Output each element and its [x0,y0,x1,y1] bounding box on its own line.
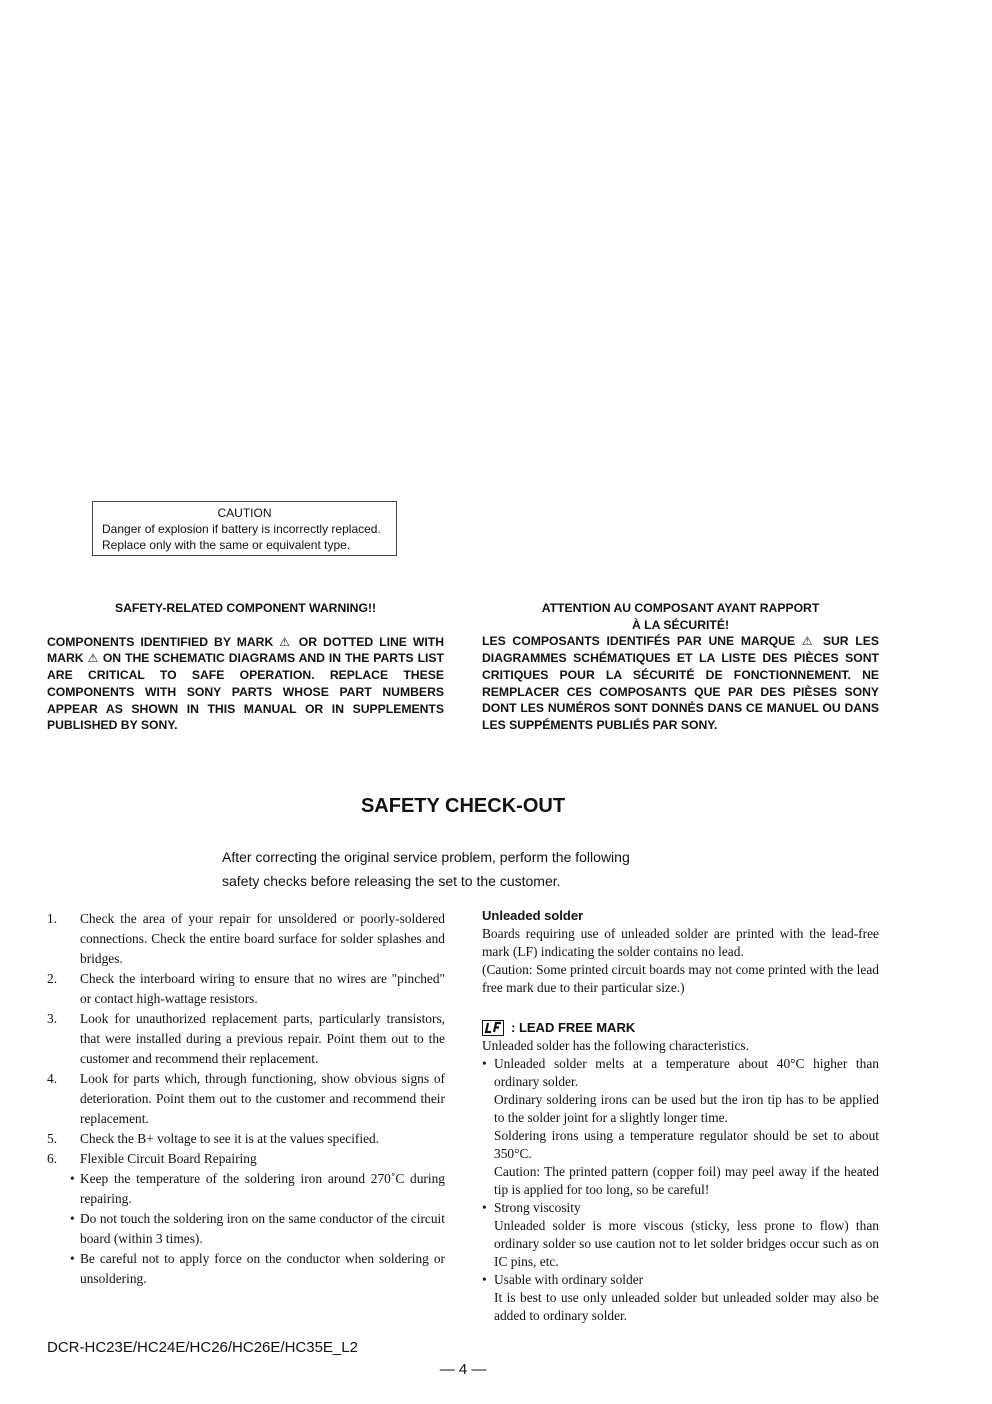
item-number: 5. [47,1131,58,1146]
item-text: Check the area of your repair for unsoldered or poorly-soldered connections. Check the entire board surface for solder splashes and bridges. [80,911,445,966]
sub-item-text: Be careful not to apply force on the conductor when soldering or unsoldering. [80,1251,445,1286]
item-text: Check the B+ voltage to see it is at the values specified. [80,1131,380,1146]
warning-french [482,600,879,734]
page-number: — 4 — [439,1361,487,1378]
item-number: 1. [47,911,58,926]
item-text: Look for unauthorized replacement parts, particularly transistors, that were installed during a previous repair. Point them out to the customer and recommend their replacement. [80,1011,445,1066]
lead-free-mark-icon [482,1020,504,1036]
list-item [47,1009,445,1069]
characteristic-text: Unleaded solder melts at a temperature about 40°C higher than ordinary solder. [494,1056,879,1089]
intro-line-2: safety checks before releasing the set to the customer. [222,872,561,889]
bullet: • [482,1056,487,1071]
unleaded-para-1: Boards requiring use of unleaded solder are printed with the lead-free mark (LF) indicating the solder contains no lead. [482,926,879,959]
caution-line-1: Danger of explosion if battery is incorrectly replaced. [102,522,381,536]
sub-item-text: Keep the temperature of the soldering iron around 270˚C during repairing. [80,1171,445,1206]
item-number: 2. [47,971,58,986]
warning-triangle-icon: ⚠ [801,634,817,649]
list-item [47,909,445,969]
warning-triangle-icon: ⚠ [279,634,293,649]
safety-check-intro [222,846,692,893]
caution-box [92,501,397,556]
intro-line-1: After correcting the original service problem, perform the following [222,849,630,865]
warning-triangle-icon: ⚠ [87,651,99,666]
characteristic-text: Soldering irons using a temperature regulator should be set to about 350°C. [494,1128,879,1161]
item-number: 6. [47,1151,58,1166]
warning-french-title-2: À LA SÉCURITÉ! [631,617,730,632]
warning-text: OR DOTTED LINE WITH MARK [47,634,445,666]
model-number: DCR-HC23E/HC24E/HC26/HC26E/HC35E_L2 [47,1339,358,1356]
unleaded-para-2: (Caution: Some printed circuit boards may not come printed with the lead free mark due to their particular size.) [482,962,879,995]
list-item [47,1069,445,1129]
characteristic-text: Usable with ordinary solder [494,1272,644,1287]
safety-check-title: SAFETY CHECK-OUT [360,795,566,817]
warning-english-body [47,634,444,734]
unleaded-solder-section [482,907,879,1325]
lead-free-intro: Unleaded solder has the following characteristics. [482,1038,749,1053]
caution-line-2: Replace only with the same or equivalent type. [102,538,351,552]
warning-english [47,600,444,734]
warning-text: SUR LES DIAGRAMMES SCHÉMATIQUES ET LA LISTE DES PIÈCES SONT CRITIQUES POUR LA SÉCURITÉ DE FONCTIONNEMENT. NE REMPLACER CES COMPOSANTS QUE PAR DES PIÈSES SONY DONT LES NUMÉROS SONT DONNÉS DANS CE MANUEL OU DANS LES SUPPÉMENTS PUBLIÉS PAR SONY. [482,634,879,732]
safety-check-list [47,909,445,1289]
caution-title: CAUTION [217,506,272,520]
unleaded-heading: Unleaded solder [482,908,584,923]
lead-free-heading-row [482,1019,879,1037]
item-text: Flexible Circuit Board Repairing [80,1151,257,1166]
warning-text: LES COMPOSANTS IDENTIFÉS PAR UNE MARQUE [482,634,802,649]
characteristic-item [482,1055,879,1199]
warning-text: COMPONENTS IDENTIFIED BY MARK [47,634,280,649]
sub-item-text: Do not touch the soldering iron on the same conductor of the circuit board (within 3 times). [80,1211,445,1246]
lead-free-heading: : LEAD FREE MARK [511,1020,636,1035]
bullet: • [482,1200,487,1215]
warning-text: ON THE SCHEMATIC DIAGRAMS AND IN THE PARTS LIST ARE CRITICAL TO SAFE OPERATION. REPLACE THESE COMPONENTS WITH SONY PARTS WHOSE PART NUMBERS APPEAR AS SHOWN IN THIS MANUAL OR IN SUPPLEMENTS PUBLISHED BY SONY. [47,651,444,733]
characteristic-text: It is best to use only unleaded solder but unleaded solder may also be added to ordinary solder. [494,1290,879,1323]
characteristic-text: Strong viscosity [494,1200,581,1215]
bullet: • [70,1211,75,1226]
item-text: Look for parts which, through functioning, show obvious signs of deterioration. Point them out to the customer and recommend their replacement. [80,1071,445,1126]
list-item [47,1149,445,1169]
characteristic-item [482,1271,879,1325]
sub-list-item [47,1169,445,1209]
characteristic-text: Unleaded solder is more viscous (sticky, less prone to flow) than ordinary solder so use caution not to let solder bridges occur such as on IC pins, etc. [494,1218,879,1269]
sub-list-item [47,1249,445,1289]
bullet: • [70,1251,75,1266]
warning-french-title-1: ATTENTION AU COMPOSANT AYANT RAPPORT [541,601,820,615]
list-item [47,969,445,1009]
bullet: • [482,1272,487,1287]
characteristic-text: Caution: The printed pattern (copper foil) may peel away if the heated tip is applied for too long, so be careful! [494,1164,879,1197]
item-number: 4. [47,1071,58,1086]
bullet: • [70,1171,75,1186]
characteristic-item [482,1199,879,1271]
item-number: 3. [47,1011,58,1026]
item-text: Check the interboard wiring to ensure that no wires are "pinched" or contact high-wattage resistors. [80,971,445,1006]
sub-list-item [47,1209,445,1249]
warning-french-body [482,633,879,733]
characteristic-text: Ordinary soldering irons can be used but the iron tip has to be applied to the solder joint for a slightly longer time. [494,1092,879,1125]
list-item [47,1129,445,1149]
warning-english-title: SAFETY-RELATED COMPONENT WARNING!! [114,601,377,615]
